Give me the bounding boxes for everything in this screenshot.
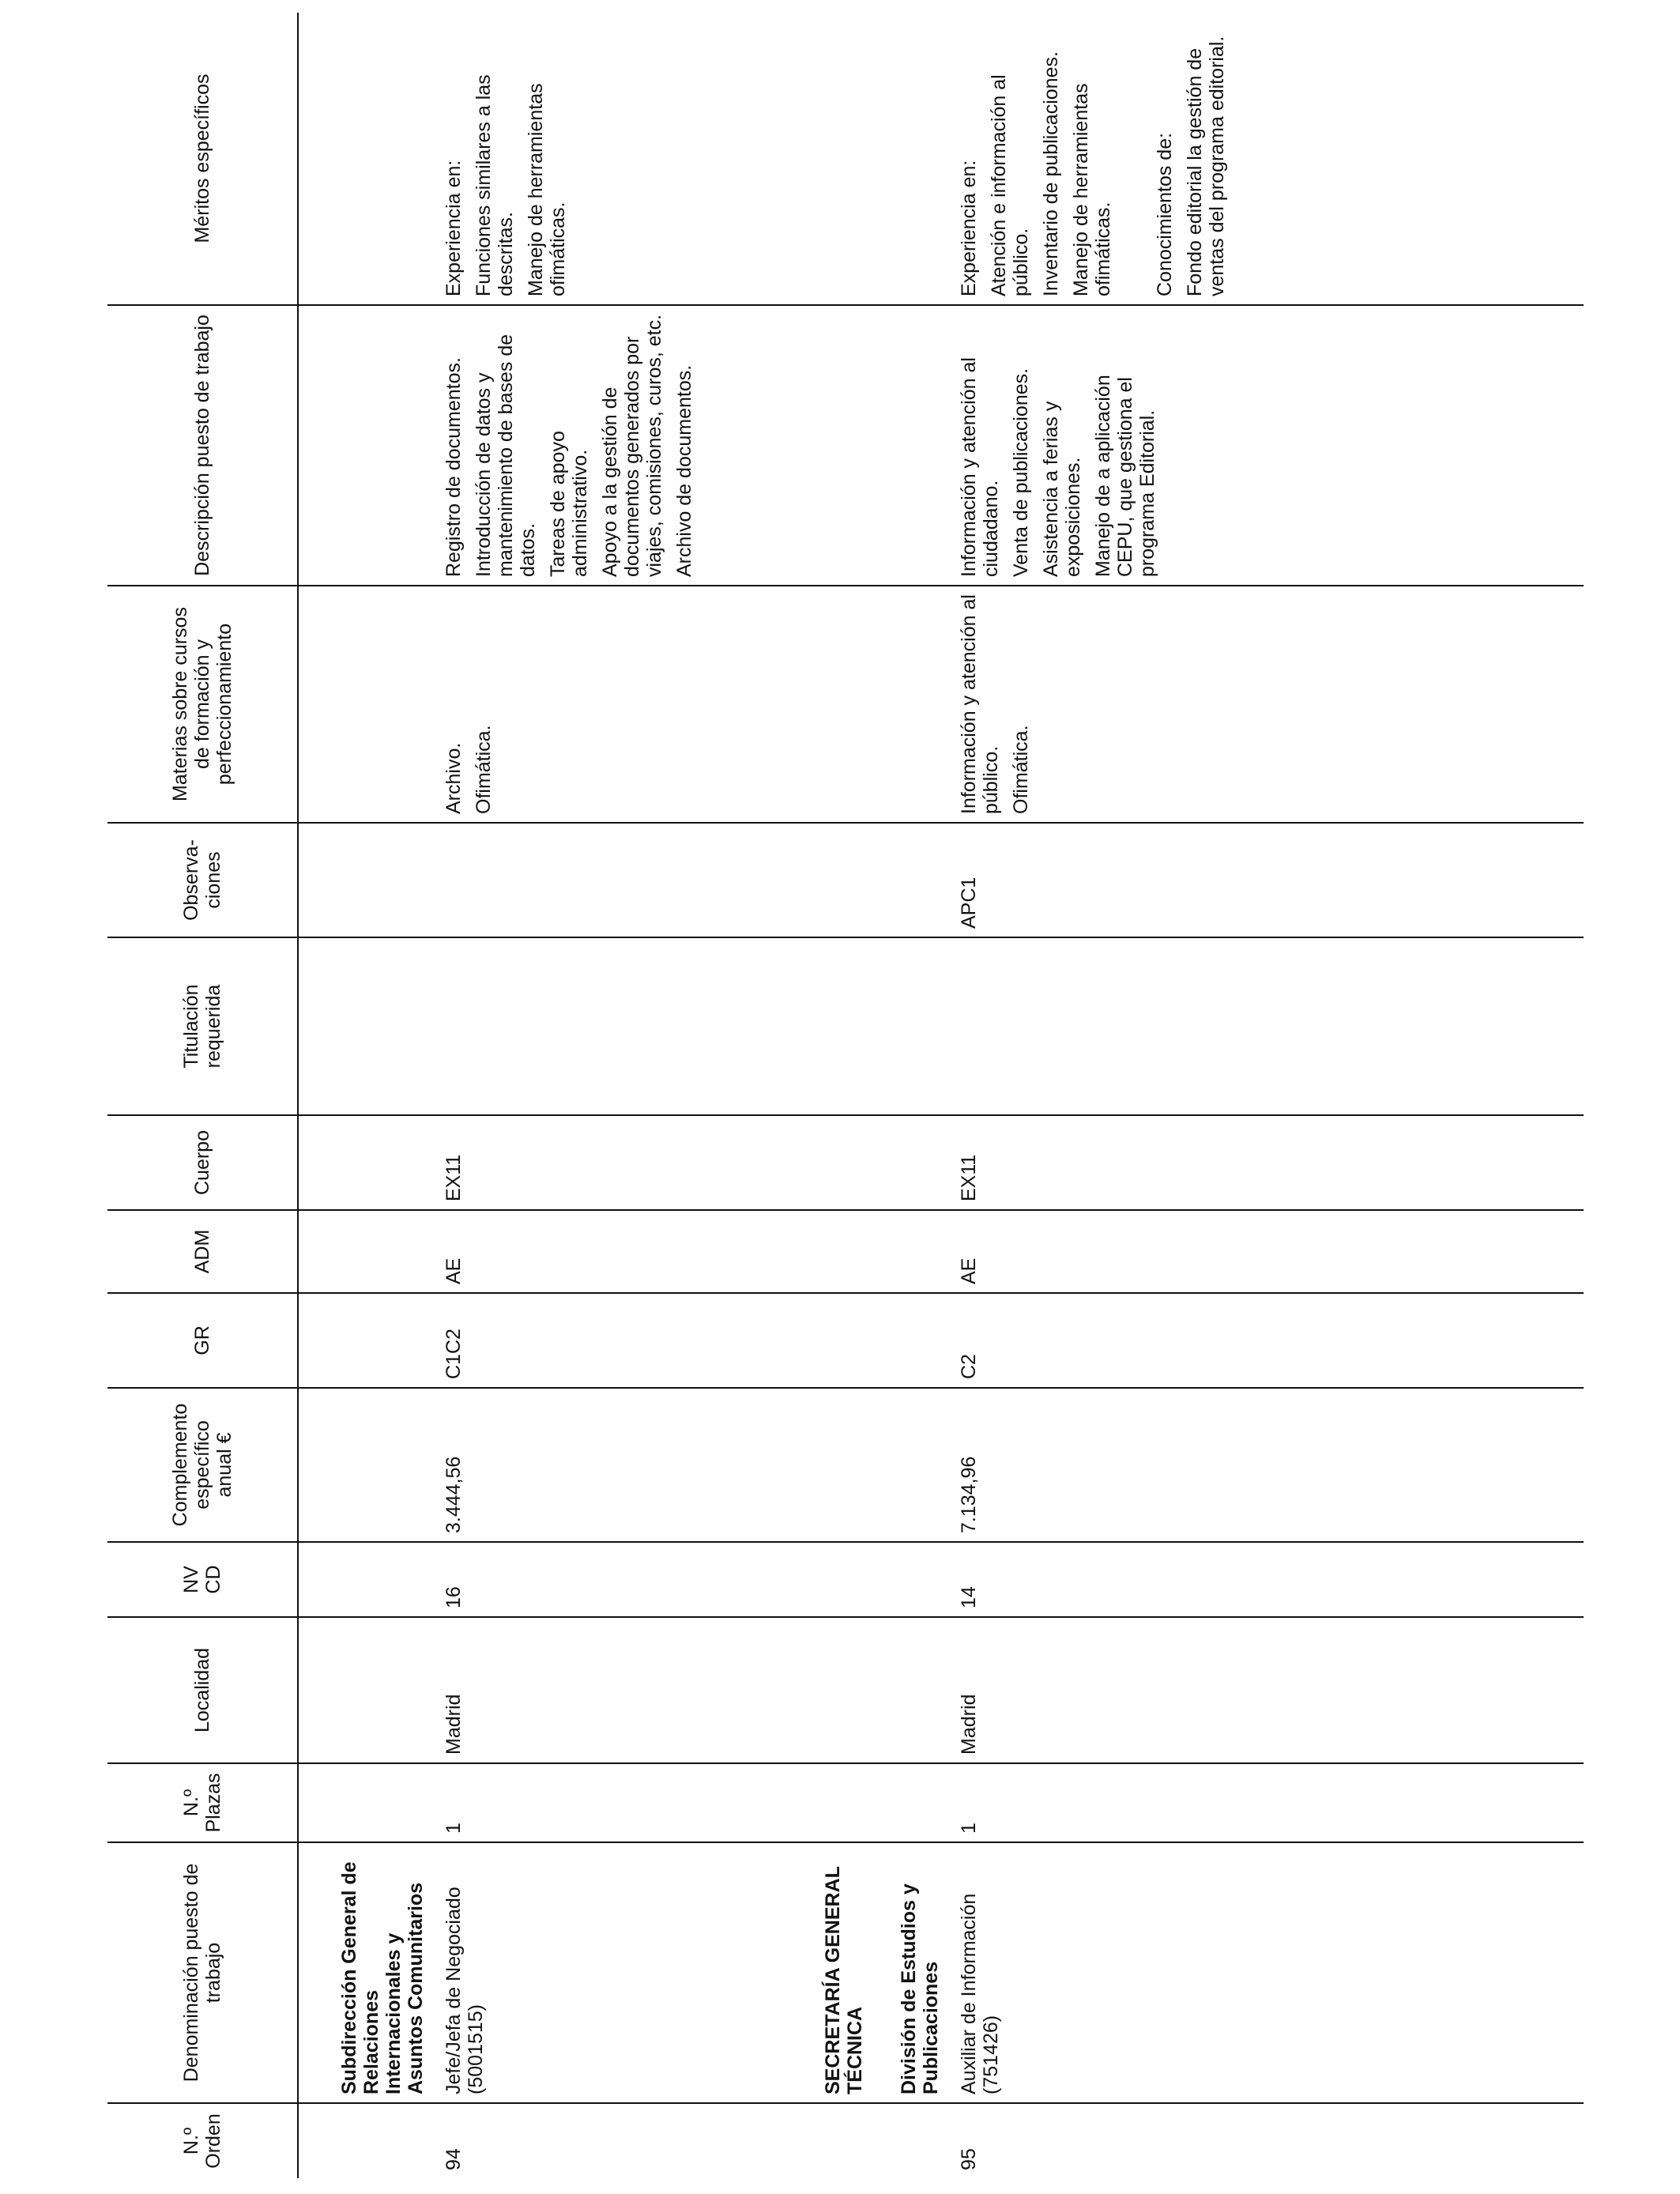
col-header-titulacion: Titulación requerida bbox=[107, 937, 298, 1115]
adm-cell: AE bbox=[427, 1210, 719, 1293]
descripcion-item: Tareas de apoyo administrativo. bbox=[547, 431, 591, 577]
nvcd-cell: 14 bbox=[942, 1542, 1252, 1617]
col-header-observaciones: Observa- ciones bbox=[107, 823, 298, 937]
col-header-meritos: Méritos específicos bbox=[107, 13, 298, 305]
merito-item: Manejo de herramientas ofimáticas. bbox=[1070, 83, 1114, 296]
rpt-table bbox=[107, 13, 1584, 2178]
merito-item: Fondo editorial la gestión de ventas del programa editorial. bbox=[1184, 36, 1228, 296]
table-filler-row bbox=[1252, 13, 1584, 2178]
materias-cell bbox=[427, 586, 719, 823]
col-header-complemento: Complemento específico anual € bbox=[107, 1388, 298, 1542]
materia-item: Información y atención al público. bbox=[958, 594, 1002, 814]
table-row bbox=[427, 13, 719, 2178]
materia-item: Ofimática. bbox=[1010, 725, 1032, 814]
descripcion-cell bbox=[427, 305, 719, 586]
cuerpo-cell: EX11 bbox=[942, 1115, 1252, 1210]
descripcion-cell bbox=[942, 305, 1252, 586]
puesto-cell: Auxiliar de Información (751426) bbox=[942, 1842, 1252, 2103]
unit-subdireccion-heading: Subdirección General de Relaciones Internacionales y Asuntos Comunitarios bbox=[338, 1861, 427, 2094]
col-header-descripcion: Descripción puesto de trabajo bbox=[107, 305, 298, 586]
col-header-adm: ADM bbox=[107, 1210, 298, 1293]
localidad-cell: Madrid bbox=[427, 1617, 719, 1763]
descripcion-item: Apoyo a la gestión de documentos generados por viajes, comisiones, curos, etc. bbox=[599, 314, 665, 577]
meritos-cell bbox=[942, 13, 1252, 305]
nvcd-cell: 16 bbox=[427, 1542, 719, 1617]
col-header-denominacion: Denominación puesto de trabajo bbox=[107, 1842, 298, 2103]
descripcion-item: Manejo de a aplicación CEPU, que gestiona el programa Editorial. bbox=[1092, 375, 1158, 577]
secretaria-heading: SECRETARÍA GENERAL TÉCNICA bbox=[822, 1866, 866, 2094]
materias-cell bbox=[942, 586, 1252, 823]
col-header-plazas: N.º Plazas bbox=[107, 1763, 298, 1842]
col-header-materias: Materias sobre cursos de formación y perfeccionamiento bbox=[107, 586, 298, 823]
col-header-localidad: Localidad bbox=[107, 1617, 298, 1763]
titulacion-cell bbox=[427, 937, 719, 1115]
materia-item: Ofimática. bbox=[473, 725, 495, 814]
meritos-cell bbox=[427, 13, 719, 305]
gr-cell: C2 bbox=[942, 1293, 1252, 1388]
complemento-cell: 7.134,96 bbox=[942, 1388, 1252, 1542]
plazas-cell: 1 bbox=[942, 1763, 1252, 1842]
merito-item: Experiencia en: bbox=[443, 160, 465, 296]
table-row bbox=[942, 13, 1252, 2178]
descripcion-item: Registro de documentos. bbox=[443, 357, 465, 577]
col-header-nvcd: NV CD bbox=[107, 1542, 298, 1617]
col-header-gr: GR bbox=[107, 1293, 298, 1388]
descripcion-item: Asistencia a ferias y exposiciones. bbox=[1040, 401, 1084, 577]
merito-item: Manejo de herramientas ofimáticas. bbox=[525, 83, 569, 296]
adm-cell: AE bbox=[942, 1210, 1252, 1293]
descripcion-item: Archivo de documentos. bbox=[673, 364, 695, 577]
unit-header-row bbox=[298, 13, 427, 2178]
descripcion-item: Introducción de datos y mantenimiento de bases de datos. bbox=[473, 334, 539, 577]
complemento-cell: 3.444,56 bbox=[427, 1388, 719, 1542]
localidad-cell: Madrid bbox=[942, 1617, 1252, 1763]
plazas-cell: 1 bbox=[427, 1763, 719, 1842]
descripcion-item: Venta de publicaciones. bbox=[1010, 368, 1032, 577]
orden-cell: 94 bbox=[427, 2103, 719, 2178]
orden-cell: 95 bbox=[942, 2103, 1252, 2178]
rotated-table-container bbox=[107, 13, 1625, 2178]
unit-header-row bbox=[719, 13, 942, 2178]
table-header-row bbox=[107, 13, 298, 2178]
observaciones-cell bbox=[427, 823, 719, 937]
observaciones-cell: APC1 bbox=[942, 823, 1252, 937]
descripcion-item: Información y atención al ciudadano. bbox=[958, 357, 1002, 577]
merito-item: Atención e información al público. bbox=[988, 74, 1032, 296]
col-header-orden: N.º Orden bbox=[107, 2103, 298, 2178]
materia-item: Archivo. bbox=[443, 742, 465, 814]
puesto-cell: Jefe/Jefa de Negociado (5001515) bbox=[427, 1842, 719, 2103]
cuerpo-cell: EX11 bbox=[427, 1115, 719, 1210]
col-header-cuerpo: Cuerpo bbox=[107, 1115, 298, 1210]
merito-item: Funciones similares a las descritas. bbox=[473, 74, 517, 296]
gr-cell: C1C2 bbox=[427, 1293, 719, 1388]
division-heading: División de Estudios y Publicaciones bbox=[898, 1883, 942, 2094]
merito-item: Experiencia en: bbox=[958, 160, 980, 296]
merito-item: Inventario de publicaciones. bbox=[1040, 51, 1062, 296]
merito-item: Conocimientos de: bbox=[1154, 132, 1176, 296]
titulacion-cell bbox=[942, 937, 1252, 1115]
